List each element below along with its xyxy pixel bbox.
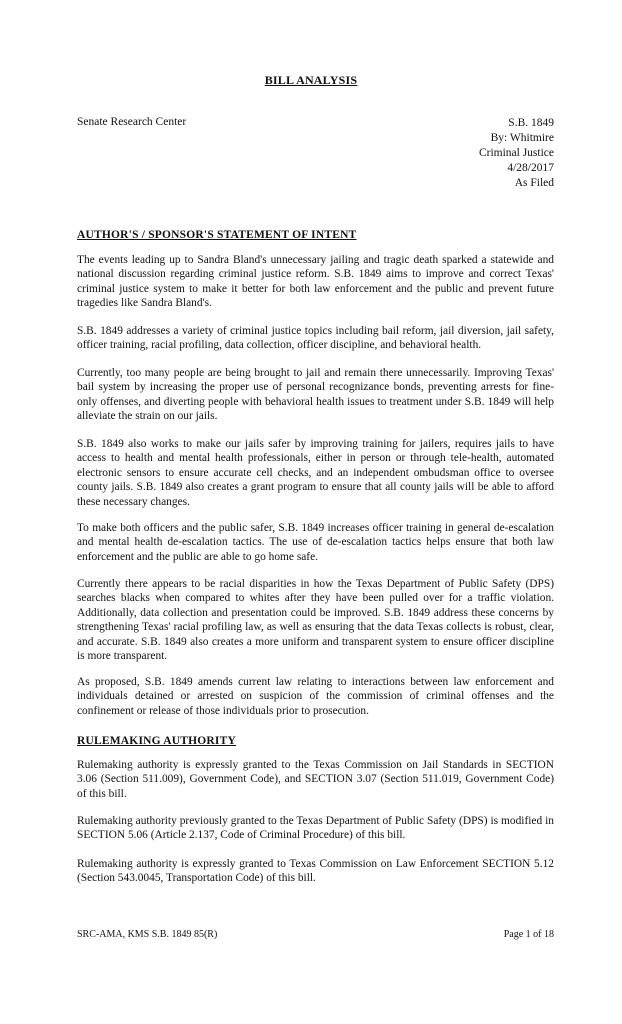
intent-paragraph-5: To make both officers and the public safer, S.B. 1849 increases officer training in general de-escalation and mental health de-escalation tactics. The use of de-escalation tactics helps ensure that both law enforcement and the public are able to go home safe.	[77, 522, 554, 563]
intent-paragraph-7: As proposed, S.B. 1849 amends current law relating to interactions between law enforcement and individuals detained or arrested on suspicion of the commission of criminal offenses and the confinement or release of those individuals prior to prosecution.	[77, 676, 554, 717]
footer-reference: SRC-AMA, KMS S.B. 1849 85(R)	[77, 929, 218, 940]
intent-paragraph-1: The events leading up to Sandra Bland's unnecessary jailing and tragic death sparked a statewide and national discussion regarding criminal justice reform. S.B. 1849 aims to improve and correct Texas' criminal justice system to make it better for both law enforcement and the public and prevent future tragedies like Sandra Bland's.	[77, 254, 554, 310]
intent-paragraph-3: Currently, too many people are being brought to jail and remain there unnecessarily. Improving Texas' bail system by increasing the proper use of personal recognizance bonds, preventing arrests for fine-only offenses, and diverting people with behavioral health issues to treatment under S.B. 1849 will help alleviate the strain on our jails.	[77, 367, 554, 423]
rulemaking-paragraph-1: Rulemaking authority is expressly granted to the Texas Commission on Jail Standards in SECTION 3.06 (Section 511.009), Government Code), and SECTION 3.07 (Section 511.019, Government Code) of this bill.	[77, 759, 554, 800]
bill-status: As Filed	[514, 177, 554, 189]
intent-paragraph-4: S.B. 1849 also works to make our jails safer by improving training for jailers, requires jails to have access to health and mental health professionals, either in person or through tele-health, automated electronic sensors to ensure accurate cell checks, and an independent ombudsman office to oversee county jails. S.B. 1849 also creates a grant program to ensure that all county jails will be able to afford these necessary changes.	[77, 438, 554, 508]
bill-metadata	[479, 116, 554, 191]
rulemaking-paragraph-3: Rulemaking authority is expressly granted to Texas Commission on Law Enforcement SECTION 5.12 (Section 543.0045, Transportation Code) of this bill.	[77, 858, 554, 885]
intent-heading: AUTHOR'S / SPONSOR'S STATEMENT OF INTENT	[77, 229, 357, 241]
rulemaking-heading: RULEMAKING AUTHORITY	[77, 735, 236, 747]
bill-author: By: Whitmire	[490, 132, 554, 144]
page-number: Page 1 of 18	[503, 929, 554, 940]
source-office: Senate Research Center	[77, 116, 187, 128]
intent-paragraph-2: S.B. 1849 addresses a variety of criminal justice topics including bail reform, jail diversion, jail safety, officer training, racial profiling, data collection, officer discipline, and behavioral health.	[77, 325, 554, 352]
rulemaking-paragraph-2: Rulemaking authority previously granted to the Texas Department of Public Safety (DPS) is modified in SECTION 5.06 (Article 2.137, Code of Criminal Procedure) of this bill.	[77, 815, 554, 842]
intent-paragraph-6: Currently there appears to be racial disparities in how the Texas Department of Public Safety (DPS) searches blacks when compared to whites after they have been pulled over for a traffic violation. Additionally, data collection and presentation could be improved. S.B. 1849 address these concerns by strengthening Texas' racial profiling law, as well as ensuring that the data Texas collects is robust, clear, and accurate. S.B. 1849 also creates a more uniform and transparent system to ensure officer discipline is more transparent.	[77, 578, 554, 663]
document-title: BILL ANALYSIS	[264, 73, 358, 87]
bill-committee: Criminal Justice	[478, 147, 554, 159]
bill-date: 4/28/2017	[507, 162, 554, 174]
bill-number: S.B. 1849	[508, 117, 554, 129]
